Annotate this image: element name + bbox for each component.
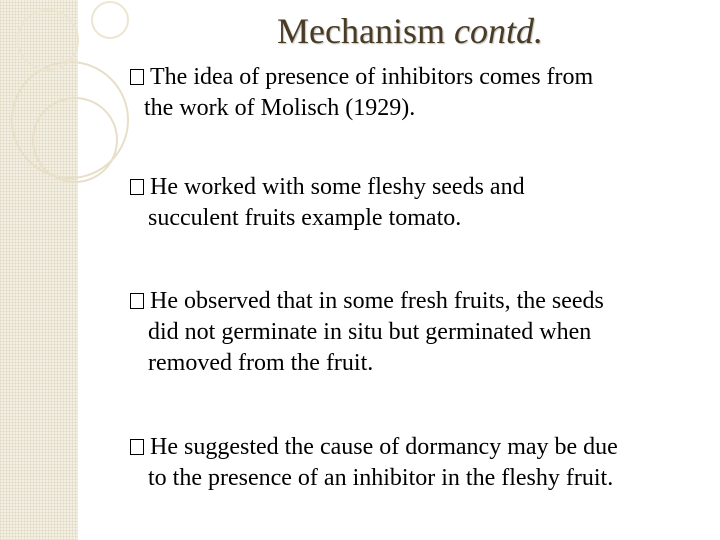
title-italic: contd. [453, 11, 543, 51]
bullet-line: The idea of presence of inhibitors comes from [130, 62, 704, 93]
bullet-item [144, 432, 704, 494]
bullet-line: He worked with some fleshy seeds and [130, 172, 704, 203]
bullet-line: He suggested the cause of dormancy may be due [130, 432, 704, 463]
bullet-item [144, 172, 704, 234]
bullet-line: to the presence of an inhibitor in the fleshy fruit. [148, 465, 614, 491]
bullet-marker-icon [130, 69, 144, 85]
bullet-line: removed from the fruit. [148, 350, 374, 376]
bullet-line: He observed that in some fresh fruits, the seeds [130, 286, 704, 317]
bullet-line: succulent fruits example tomato. [148, 205, 462, 231]
bullet-item [144, 286, 704, 379]
side-decoration-panel [0, 0, 78, 540]
bullet-item [144, 62, 704, 124]
bullet-marker-icon [130, 179, 144, 195]
bullet-marker-icon [130, 439, 144, 455]
title-main: Mechanism [277, 11, 445, 51]
bullet-line: did not germinate in situ but germinated when [148, 319, 592, 345]
bullet-line: the work of Molisch (1929). [144, 95, 416, 121]
slide-title [0, 10, 720, 52]
bullet-marker-icon [130, 293, 144, 309]
